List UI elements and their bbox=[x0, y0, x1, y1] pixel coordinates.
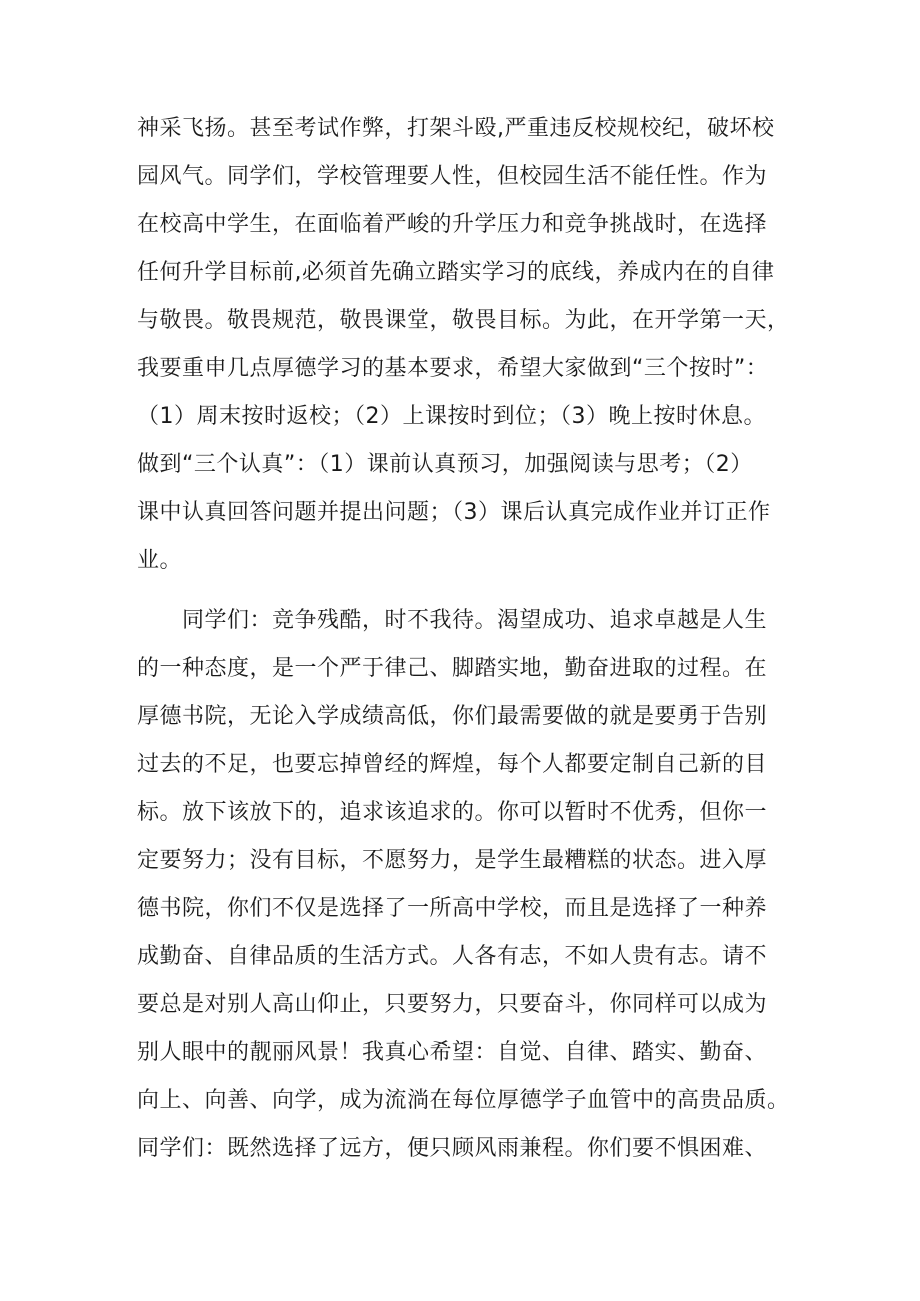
paragraph-1 bbox=[137, 105, 817, 585]
text-line: 园风气。同学们，学校管理要人性，但校园生活不能任性。作为 bbox=[137, 164, 768, 189]
text-line: 在校高中学生，在面临着严峻的升学压力和竞争挑战时，在选择 bbox=[137, 212, 768, 237]
text-line: 向上、向善、向学，成为流淌在每位厚德学子血管中的高贵品质。 bbox=[137, 1088, 790, 1113]
text-line: 厚德书院，无论入学成绩高低，你们最需要做的就是要勇于告别 bbox=[137, 704, 768, 729]
text-line: 神采飞扬。甚至考试作弊，打架斗殴,严重违反校规校纪，破坏校 bbox=[137, 116, 775, 141]
body-text bbox=[137, 105, 817, 1173]
text-line: 要总是对别人高山仰止，只要努力，只要奋斗，你同样可以成为 bbox=[137, 992, 768, 1017]
text-line: 过去的不足，也要忘掉曾经的辉煌，每个人都要定制自己新的目 bbox=[137, 752, 768, 777]
text-line: 德书院，你们不仅是选择了一所高中学校，而且是选择了一种养 bbox=[137, 896, 768, 921]
text-line: 同学们：既然选择了远方，便只顾风雨兼程。你们要不惧困难、 bbox=[137, 1136, 768, 1161]
text-line: 我要重申几点厚德学习的基本要求，希望大家做到“三个按时”： bbox=[137, 356, 769, 381]
text-line: 别人眼中的靓丽风景！我真心希望：自觉、自律、踏实、勤奋、 bbox=[137, 1040, 768, 1065]
text-line: 业。 bbox=[137, 548, 183, 573]
text-line: 成勤奋、自律品质的生活方式。人各有志，不如人贵有志。请不 bbox=[137, 944, 768, 969]
text-line: 的一种态度，是一个严于律己、脚踏实地，勤奋进取的过程。在 bbox=[137, 656, 768, 681]
text-line: 标。放下该放下的，追求该追求的。你可以暂时不优秀，但你一 bbox=[137, 800, 768, 825]
text-line: 与敬畏。敬畏规范，敬畏课堂，敬畏目标。为此，在开学第一天， bbox=[137, 308, 790, 333]
text-line: 任何升学目标前,必须首先确立踏实学习的底线，养成内在的自律 bbox=[137, 260, 775, 285]
text-line: 做到“三个认真”：（1）课前认真预习，加强阅读与思考；（2） bbox=[137, 452, 753, 477]
text-line: 课中认真回答问题并提出问题；（3）课后认真完成作业并订正作 bbox=[137, 500, 771, 525]
paragraph-2 bbox=[137, 597, 817, 1173]
text-line: 定要努力；没有目标，不愿努力，是学生最糟糕的状态。进入厚 bbox=[137, 848, 768, 873]
text-line: 同学们：竞争残酷，时不我待。渴望成功、追求卓越是人生 bbox=[182, 608, 768, 633]
text-line: （1）周末按时返校；（2）上课按时到位；（3）晚上按时休息。 bbox=[137, 404, 766, 429]
